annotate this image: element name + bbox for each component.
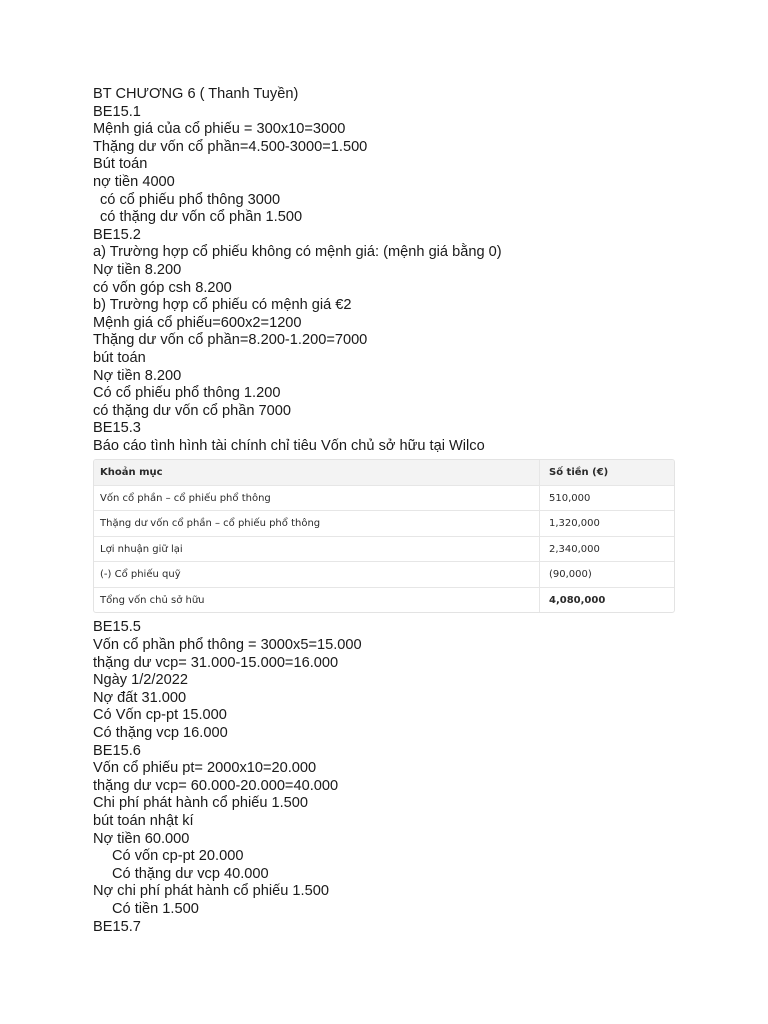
- text-line: bút toán: [93, 349, 146, 366]
- text-line: Thặng dư vốn cổ phần=4.500-3000=1.500: [93, 138, 368, 155]
- table-header-row: [94, 460, 674, 485]
- text-line: BE15.1: [93, 103, 141, 120]
- row-amount: 2,340,000: [540, 536, 675, 562]
- text-line: bút toán nhật kí: [93, 813, 194, 829]
- row-amount: (90,000): [540, 562, 675, 588]
- table-row: [94, 485, 674, 511]
- text-line: Báo cáo tình hình tài chính chỉ tiêu Vốn chủ sở hữu tại Wilco: [93, 437, 485, 454]
- text-line: BE15.7: [93, 918, 141, 935]
- text-line: có cổ phiếu phổ thông 3000: [100, 191, 281, 208]
- text-line: Chi phí phát hành cổ phiếu 1.500: [93, 795, 309, 812]
- row-amount: 1,320,000: [540, 511, 675, 537]
- text-line: Có thặng vcp 16.000: [93, 725, 228, 742]
- document-text-top: [93, 86, 693, 455]
- text-line: Mệnh giá của cổ phiếu = 300x10=3000: [93, 121, 346, 138]
- equity-table: [94, 460, 674, 612]
- text-line: có thặng dư vốn cổ phần 1.500: [100, 209, 303, 226]
- text-line: nợ tiền 4000: [93, 173, 175, 190]
- text-line: BE15.2: [93, 226, 141, 243]
- table-row-total: [94, 587, 674, 612]
- text-line: BT CHƯƠNG 6 ( Thanh Tuyền): [93, 86, 299, 102]
- text-line: Nợ tiền 8.200: [93, 261, 182, 278]
- text-line: Có tiền 1.500: [112, 900, 199, 917]
- text-line: Bút toán: [93, 156, 148, 173]
- text-line: Vốn cổ phiếu pt= 2000x10=20.000: [93, 760, 317, 777]
- row-amount: 510,000: [540, 485, 675, 511]
- row-label: (-) Cổ phiếu quỹ: [94, 562, 540, 588]
- document-page: [93, 86, 693, 936]
- text-line: có vốn góp csh 8.200: [93, 279, 232, 296]
- text-line: Ngày 1/2/2022: [93, 672, 188, 689]
- table-row: [94, 536, 674, 562]
- row-amount: 4,080,000: [540, 587, 675, 612]
- text-line: Có vốn cp-pt 20.000: [112, 848, 244, 865]
- row-label: Tổng vốn chủ sở hữu: [100, 594, 205, 606]
- document-text-bottom: [93, 619, 693, 936]
- text-line: BE15.3: [93, 420, 141, 437]
- text-line: Thặng dư vốn cổ phần=8.200-1.200=7000: [93, 332, 368, 349]
- text-line: Có Vốn cp-pt 15.000: [93, 707, 227, 724]
- header-item: Khoản mục: [94, 460, 540, 485]
- text-line: b) Trường hợp cổ phiếu có mệnh giá €2: [93, 297, 352, 314]
- table-row: [94, 511, 674, 537]
- table-row: [94, 562, 674, 588]
- text-line: thặng dư vcp= 60.000-20.000=40.000: [93, 777, 339, 794]
- text-line: Nợ tiền 60.000: [93, 830, 190, 847]
- text-line: a) Trường hợp cổ phiếu không có mệnh giá: (mệnh giá bằng 0): [93, 244, 502, 261]
- text-line: BE15.6: [93, 742, 141, 759]
- row-label: Thặng dư vốn cổ phần – cổ phiếu phổ thông: [94, 511, 540, 537]
- row-label: Vốn cổ phần – cổ phiếu phổ thông: [94, 485, 540, 511]
- text-line: Có thặng dư vcp 40.000: [112, 865, 269, 882]
- header-amount: Số tiền (€): [540, 460, 675, 485]
- row-label: Lợi nhuận giữ lại: [94, 536, 540, 562]
- text-line: BE15.5: [93, 619, 141, 636]
- text-line: Có cổ phiếu phổ thông 1.200: [93, 385, 281, 402]
- text-line: Nợ đất 31.000: [93, 689, 187, 706]
- text-line: Mệnh giá cổ phiếu=600x2=1200: [93, 314, 302, 331]
- text-line: Vốn cổ phần phổ thông = 3000x5=15.000: [93, 637, 362, 654]
- text-line: thặng dư vcp= 31.000-15.000=16.000: [93, 654, 339, 671]
- text-line: Nợ tiền 8.200: [93, 367, 182, 384]
- text-line: Nợ chi phí phát hành cổ phiếu 1.500: [93, 883, 329, 900]
- text-line: có thặng dư vốn cổ phần 7000: [93, 402, 292, 419]
- equity-table-container: [93, 459, 675, 613]
